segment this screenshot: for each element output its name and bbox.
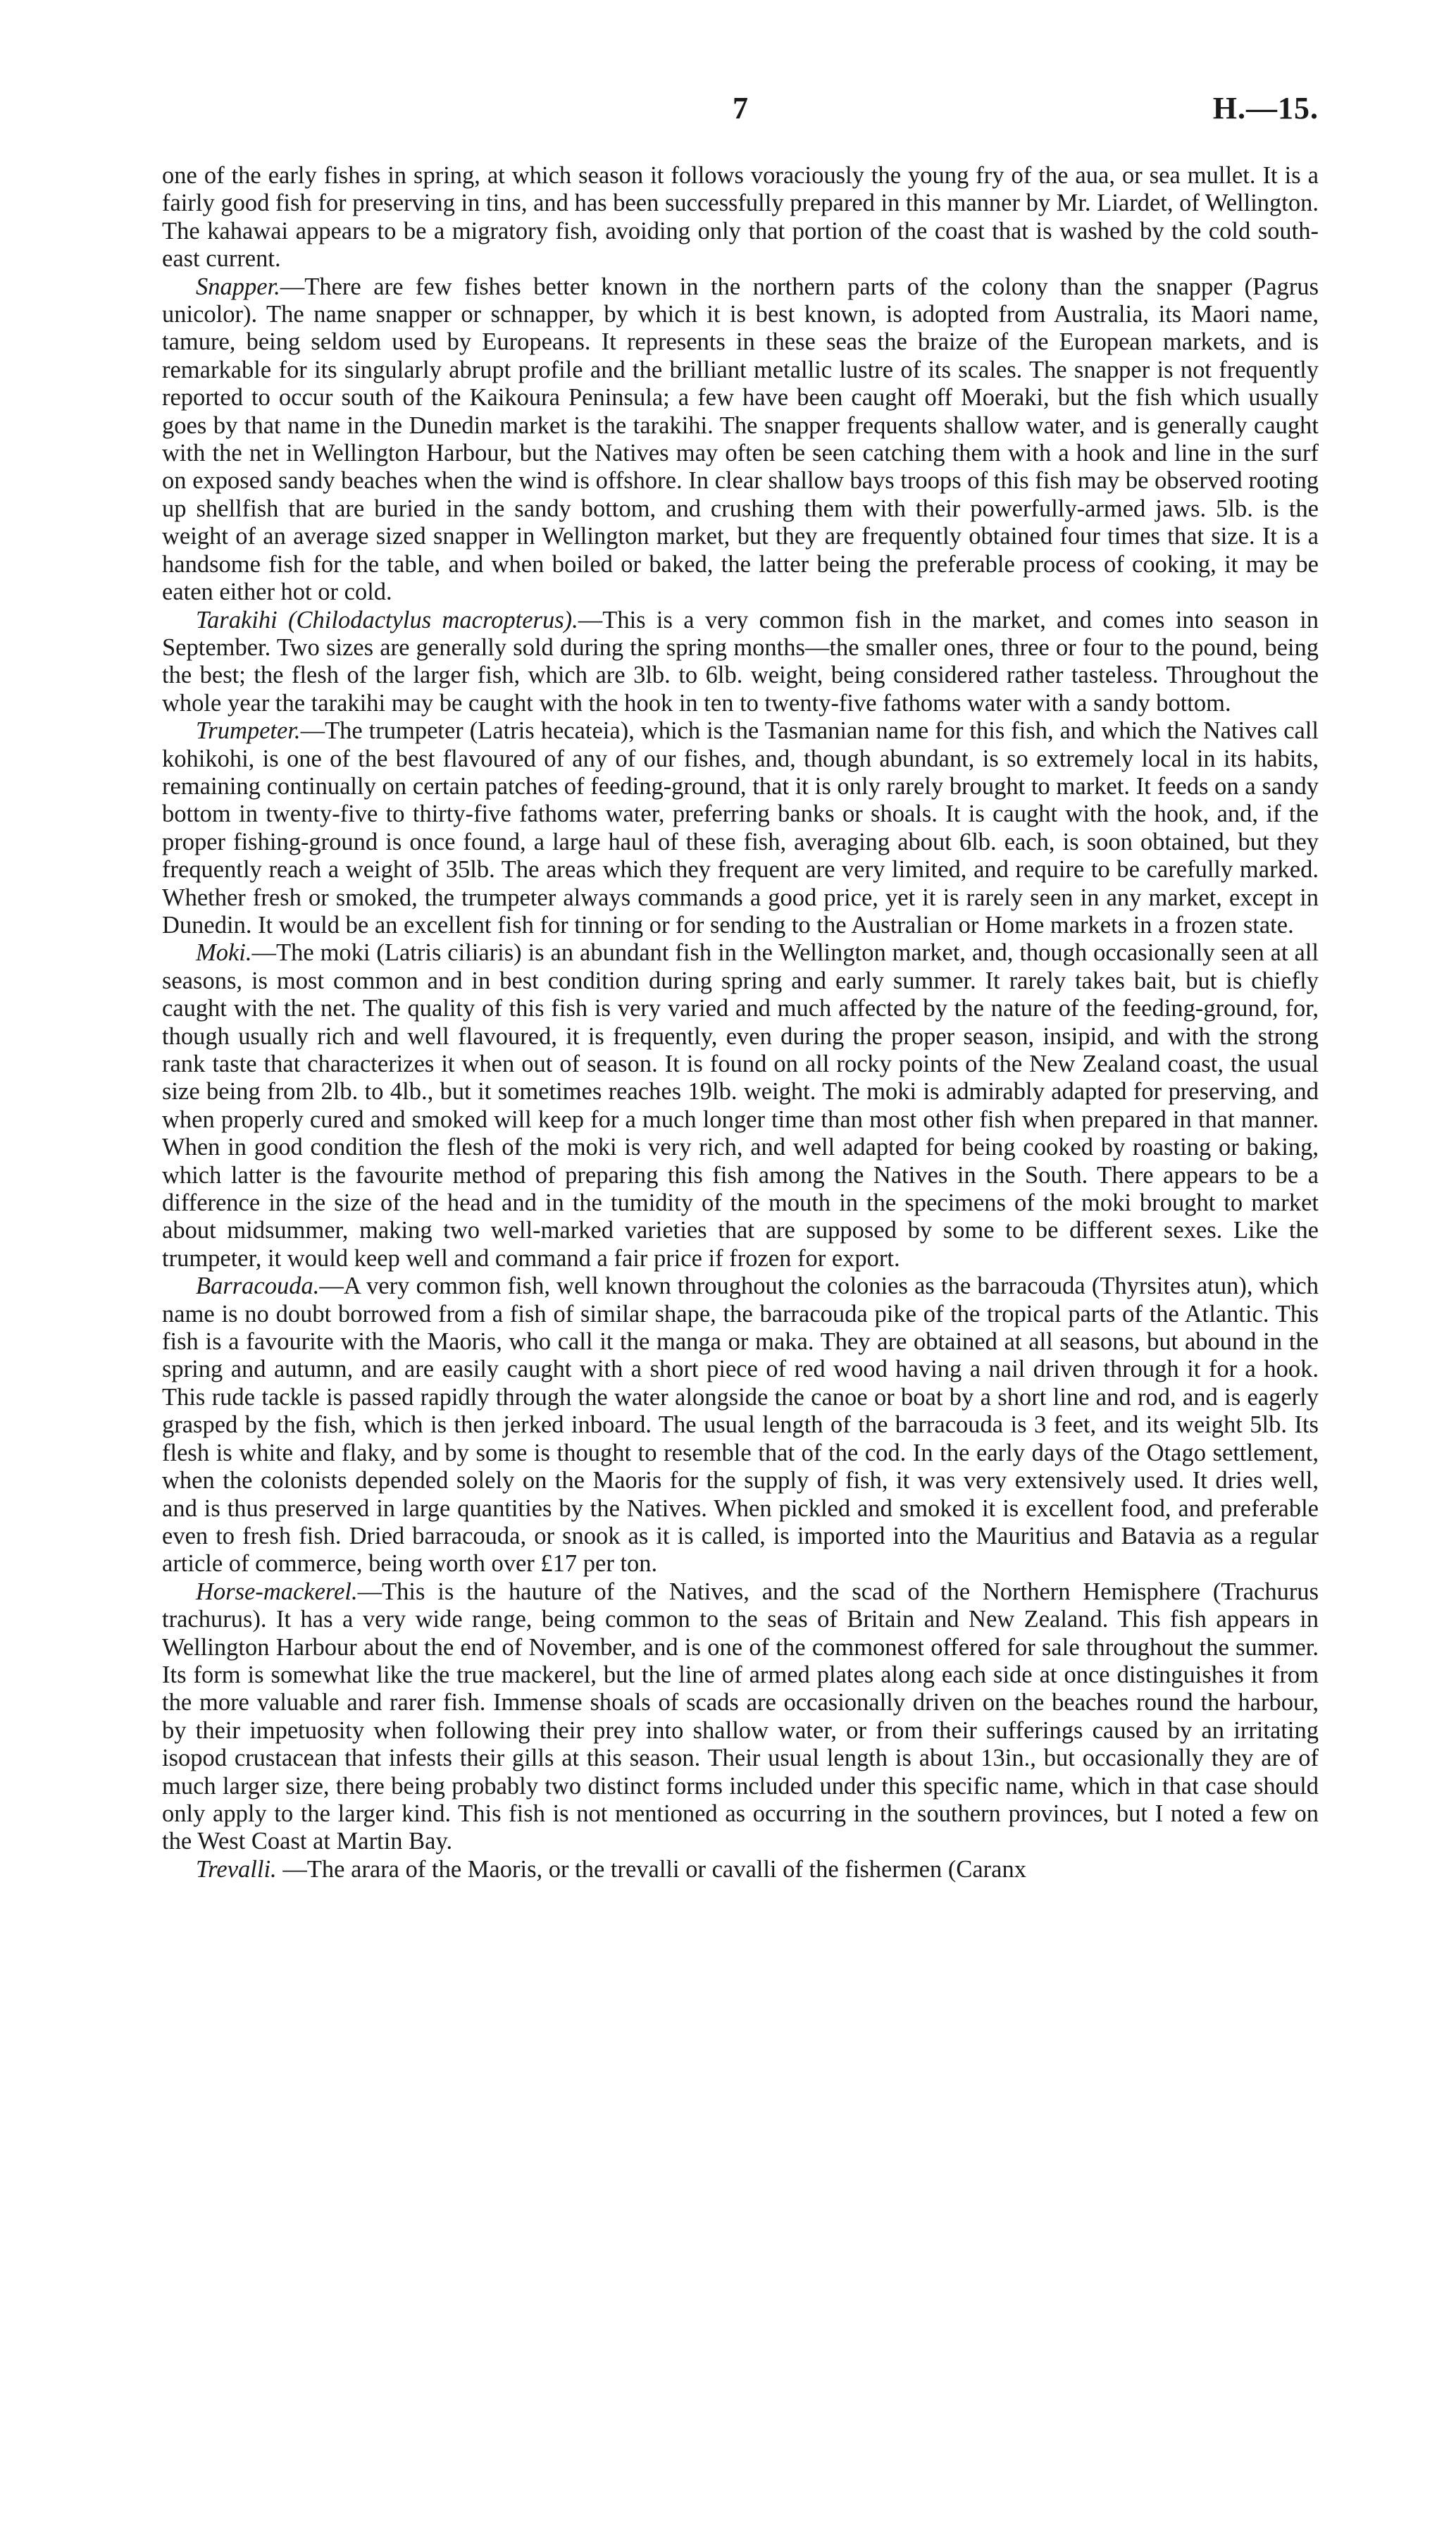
paragraph-text: —There are few fishes better known in the northern parts of the colony than the snapper (Pagrus unicolor). The name snapper or schnapper, by which it is best known, is adopted from Australia, its Maori name, tamure, being seldom used by Europeans. It represents in these seas the braize of the European markets, and is remarkable for its singularly abrupt profile and the brilliant metallic lustre of its scales. The snapper is not frequently reported to occur south of the Kaikoura Peninsula; a few have been caught off Moeraki, but the fish which usually goes by that name in the Dunedin market is the tarakihi. The snapper frequents shallow water, and is generally caught with the net in Wellington Harbour, but the Natives may often be seen catching them with a hook and line in the surf on exposed sandy beaches when the wind is offshore. In clear shallow bays troops of this fish may be observed rooting up shellfish that are buried in the sandy bottom, and crushing them with their powerfully-armed jaws. 5lb. is the weight of an average sized snapper in Wellington market, but they are frequently obtained four times that size. It is a handsome fish for the table, and when boiled or baked, the latter being the preferable process of cooking, it may be eaten either hot or cold. <box>162 273 1319 606</box>
paragraph-heading: Trumpeter. <box>196 717 301 745</box>
report-code: H.—15. <box>1212 91 1319 125</box>
paragraph-trevalli <box>162 1856 1319 1883</box>
paragraph-text: one of the early fishes in spring, at which season it follows voraciously the young fry of the aua, or sea mullet. It is a fairly good fish for preserving in tins, and has been successfully prepared in this manner by Mr. Liardet, of Wellington. The kahawai appears to be a migratory fish, avoiding only that portion of the coast that is washed by the cold south-east current. <box>162 162 1319 273</box>
paragraph-heading: Moki. <box>196 939 252 967</box>
page-number: 7 <box>733 91 748 125</box>
paragraph-kahawai-continued <box>162 162 1319 273</box>
paragraph-text: —The trumpeter (Latris hecateia), which is the Tasmanian name for this fish, and which the Natives call kohikohi, is one of the best flavoured of any of our fishes, and, though abundant, is so extremely local in its habits, remaining continually on certain patches of feeding-ground, that it is only rarely brought to market. It feeds on a sandy bottom in twenty-five to thirty-five fathoms water, preferring banks or shoals. It is caught with the hook, and, if the proper fishing-ground is once found, a large haul of these fish, averaging about 6lb. each, is soon obtained, but they frequently reach a weight of 35lb. The areas which they frequent are very limited, and require to be carefully marked. Whether fresh or smoked, the trumpeter always commands a good price, yet it is rarely seen in any market, except in Dunedin. It would be an excellent fish for tinning or for sending to the Australian or Home markets in a frozen state. <box>162 717 1319 939</box>
paragraph-heading: Barracouda. <box>196 1273 320 1300</box>
paragraph-text: —This is a very common fish in the market, and comes into season in September. Two sizes are generally sold during the spring months—the smaller ones, three or four to the pound, being the best; the flesh of the larger fish, which are 3lb. to 6lb. weight, being considered rather tasteless. Throughout the whole year the tarakihi may be caught with the hook in ten to twenty-five fathoms water with a sandy bottom. <box>162 606 1319 717</box>
paragraph-barracouda <box>162 1273 1319 1578</box>
paragraph-trumpeter <box>162 717 1319 939</box>
paragraph-heading: Trevalli. <box>196 1855 277 1883</box>
paragraph-horse-mackerel <box>162 1578 1319 1856</box>
paragraph-text: —A very common fish, well known throughout the colonies as the barracouda (Thyrsites atun), which name is no doubt borrowed from a fish of similar shape, the barracouda pike of the tropical parts of the Atlantic. This fish is a favourite with the Maoris, who call it the manga or maka. They are obtained at all seasons, but abound in the spring and autumn, and are easily caught with a short piece of red wood having a nail driven through it for a hook. This rude tackle is passed rapidly through the water alongside the canoe or boat by a short line and rod, and is eagerly grasped by the fish, which is then jerked inboard. The usual length of the barracouda is 3 feet, and its weight 5lb. Its flesh is white and flaky, and by some is thought to resemble that of the cod. In the early days of the Otago settlement, when the colonists depended solely on the Maoris for the supply of fish, it was very extensively used. It dries well, and is thus preserved in large quantities by the Natives. When pickled and smoked it is excellent food, and preferable even to fresh fish. Dried barracouda, or snook as it is called, is imported into the Mauritius and Batavia as a regular article of commerce, being worth over £17 per ton. <box>162 1273 1319 1578</box>
paragraph-heading: Snapper. <box>196 273 280 300</box>
paragraph-tarakihi <box>162 607 1319 718</box>
paragraph-text: —The arara of the Maoris, or the trevalli or cavalli of the fishermen (Caranx <box>276 1855 1026 1883</box>
paragraph-heading: Horse-mackerel. <box>196 1578 358 1605</box>
paragraph-text: —The moki (Latris ciliaris) is an abundant fish in the Wellington market, and, though occasionally seen at all seasons, is most common and in best condition during spring and early summer. It rarely takes bait, but is chiefly caught with the net. The quality of this fish is very varied and much affected by the nature of the feeding-ground, for, though usually rich and well flavoured, it is frequently, even during the proper season, insipid, and with the strong rank taste that characterizes it when out of season. It is found on all rocky points of the New Zealand coast, the usual size being from 2lb. to 4lb., but it sometimes reaches 19lb. weight. The moki is admirably adapted for preserving, and when properly cured and smoked will keep for a much longer time than most other fish when prepared in that manner. When in good condition the flesh of the moki is very rich, and well adapted for being cooked by roasting or baking, which latter is the favourite method of preparing this fish among the Natives in the South. There appears to be a difference in the size of the head and in the tumidity of the mouth in the specimens of the moki brought to market about midsummer, making two well-marked varieties that are supposed by some to be different sexes. Like the trumpeter, it would keep well and command a fair price if frozen for export. <box>162 939 1319 1272</box>
page-header <box>162 90 1319 132</box>
document-body <box>162 162 1319 1883</box>
paragraph-heading: Tarakihi (Chilodactylus macropterus). <box>196 606 578 633</box>
paragraph-moki <box>162 939 1319 1273</box>
paragraph-text: —This is the hauture of the Natives, and the scad of the Northern Hemisphere (Trachurus trachurus). It has a very wide range, being common to the seas of Britain and New Zealand. This fish appears in Wellington Harbour about the end of November, and is one of the commonest offered for sale throughout the summer. Its form is somewhat like the true mackerel, but the line of armed plates along each side at once distinguishes it from the more valuable and rarer fish. Immense shoals of scads are occasionally driven on the beaches round the harbour, by their impetuosity when following their prey into shallow water, or from their sufferings caused by an irritating isopod crustacean that infests their gills at this season. Their usual length is about 13in., but occasionally they are of much larger size, there being probably two distinct forms included under this specific name, which in that case should only apply to the larger kind. This fish is not mentioned as occurring in the southern provinces, but I noted a few on the West Coast at Martin Bay. <box>162 1578 1319 1855</box>
paragraph-snapper <box>162 273 1319 607</box>
